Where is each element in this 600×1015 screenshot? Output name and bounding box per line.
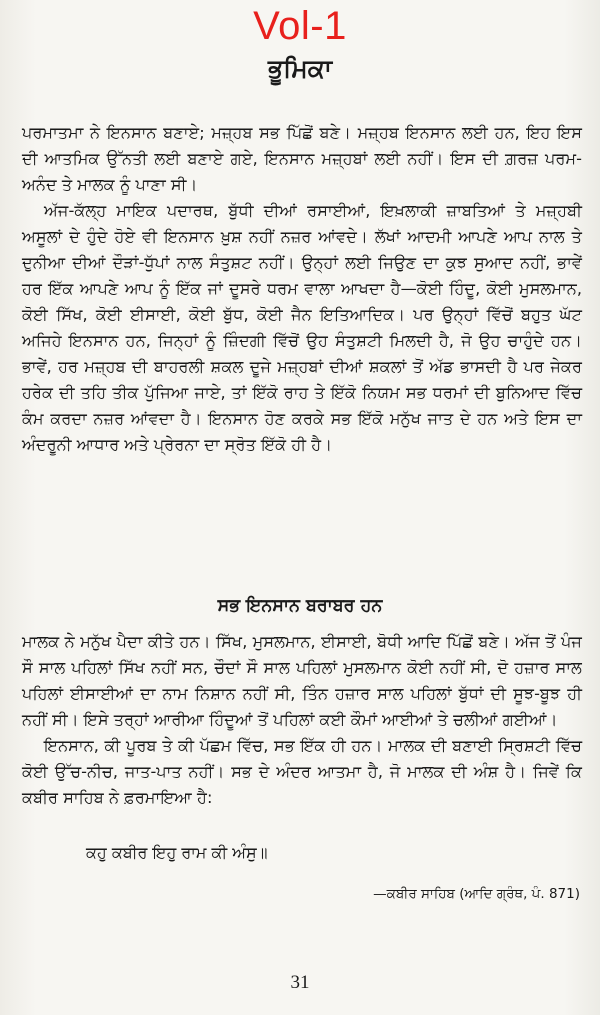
intro-paragraph-1: ਪਰਮਾਤਮਾ ਨੇ ਇਨਸਾਨ ਬਣਾਏ; ਮਜ਼੍ਹਬ ਸਭ ਪਿੱਛੋਂ ਬਣੇ। ਮਜ਼੍ਹਬ ਇਨਸਾਨ ਲਈ ਹਨ, ਇਹ ਇਸ ਦੀ ਆਤਮਿਕ ਉੱਨਤੀ ਲਈ ਬਣਾਏ ਗਏ, ਇਨਸਾਨ ਮਜ਼੍ਹਬਾਂ ਲਈ ਨਹੀਂ। ਇਸ ਦੀ ਗ਼ਰਜ਼ ਪਰਮ-ਅਨੰਦ ਤੇ ਮਾਲਕ ਨੂੰ ਪਾਣਾ ਸੀ। — [22, 123, 582, 194]
page-title: ਭੂਮਿਕਾ — [267, 54, 333, 83]
section-heading: ਸਭ ਇਨਸਾਨ ਬਰਾਬਰ ਹਨ — [217, 596, 383, 616]
scripture-quote: ਕਹੁ ਕਬੀਰ ਇਹੁ ਰਾਮ ਕੀ ਅੰਸੁ॥ — [86, 843, 268, 862]
volume-label: Vol-1 — [253, 4, 347, 48]
intro-paragraph-2: ਅੱਜ-ਕੱਲ੍ਹ ਮਾਇਕ ਪਦਾਰਥ, ਬੁੱਧੀ ਦੀਆਂ ਰਸਾਈਆਂ, ਇਖ਼ਲਾਕੀ ਜ਼ਾਬਤਿਆਂ ਤੇ ਮਜ਼੍ਹਬੀ ਅਸੂਲਾਂ ਦੇ ਹੁੰਦੇ ਹੋਏ ਵੀ ਇਨਸਾਨ ਖ਼ੁਸ਼ ਨਹੀਂ ਨਜ਼ਰ ਆਂਵਦੇ। ਲੱਖਾਂ ਆਦਮੀ ਆਪਣੇ ਆਪ ਨਾਲ ਤੇ ਦੁਨੀਆ ਦੀਆਂ ਦੌੜਾਂ-ਧੁੱਪਾਂ ਨਾਲ ਸੰਤੁਸ਼ਟ ਨਹੀਂ। ਉਨ੍ਹਾਂ ਲਈ ਜਿਉਣ ਦਾ ਕੁਝ ਸੁਆਦ ਨਹੀਂ, ਭਾਵੇਂ ਹਰ ਇੱਕ ਆਪਣੇ ਆਪ ਨੂੰ ਇੱਕ ਜਾਂ ਦੂਸਰੇ ਧਰਮ ਵਾਲਾ ਆਖਦਾ ਹੈ—ਕੋਈ ਹਿੰਦੂ, ਕੋਈ ਮੁਸਲਮਾਨ, ਕੋਈ ਸਿੱਖ, ਕੋਈ ਈਸਾਈ, ਕੋਈ ਬੁੱਧ, ਕੋਈ ਜੈਨ ਇਤਿਆਦਿਕ। ਪਰ ਉਨ੍ਹਾਂ ਵਿੱਚੋਂ ਬਹੁਤ ਘੱਟ ਅਜਿਹੇ ਇਨਸਾਨ ਹਨ, ਜਿਨ੍ਹਾਂ ਨੂੰ ਜ਼ਿੰਦਗੀ ਵਿੱਚੋਂ ਉਹ ਸੰਤੁਸ਼ਟੀ ਮਿਲਦੀ ਹੈ, ਜੋ ਉਹ ਚਾਹੁੰਦੇ ਹਨ। ਭਾਵੇਂ, ਹਰ ਮਜ਼੍ਹਬ ਦੀ ਬਾਹਰਲੀ ਸ਼ਕਲ ਦੂਜੇ ਮਜ਼੍ਹਬਾਂ ਦੀਆਂ ਸ਼ਕਲਾਂ ਤੋਂ ਅੱਡ ਭਾਸਦੀ ਹੈ ਪਰ ਜੇਕਰ ਹਰੇਕ ਦੀ ਤਹਿ ਤੀਕ ਪੁੱਜਿਆ ਜਾਏ, ਤਾਂ ਇੱਕੋ ਰਾਹ ਤੇ ਇੱਕੋ ਨਿਯਮ ਸਭ ਧਰਮਾਂ ਦੀ ਬੁਨਿਆਦ ਵਿੱਚ ਕੰਮ ਕਰਦਾ ਨਜ਼ਰ ਆਂਵਦਾ ਹੈ। ਇਨਸਾਨ ਹੋਣ ਕਰਕੇ ਸਭ ਇੱਕੋ ਮਨੁੱਖ ਜਾਤ ਦੇ ਹਨ ਅਤੇ ਇਸ ਦਾ ਅੰਦਰੂਨੀ ਆਧਾਰ ਅਤੇ ਪ੍ਰੇਰਨਾ ਦਾ ਸ੍ਰੋਤ ਇੱਕੋ ਹੀ ਹੈ। — [22, 201, 582, 454]
section-paragraph-1: ਮਾਲਕ ਨੇ ਮਨੁੱਖ ਪੈਦਾ ਕੀਤੇ ਹਨ। ਸਿੱਖ, ਮੁਸਲਮਾਨ, ਈਸਾਈ, ਬੋਧੀ ਆਦਿ ਪਿੱਛੋਂ ਬਣੇ। ਅੱਜ ਤੋਂ ਪੰਜ ਸੌ ਸਾਲ ਪਹਿਲਾਂ ਸਿੱਖ ਨਹੀਂ ਸਨ, ਚੌਦਾਂ ਸੌ ਸਾਲ ਪਹਿਲਾਂ ਮੁਸਲਮਾਨ ਕੋਈ ਨਹੀਂ ਸੀ, ਦੋ ਹਜ਼ਾਰ ਸਾਲ ਪਹਿਲਾਂ ਈਸਾਈਆਂ ਦਾ ਨਾਮ ਨਿਸ਼ਾਨ ਨਹੀਂ ਸੀ, ਤਿੰਨ ਹਜ਼ਾਰ ਸਾਲ ਪਹਿਲਾਂ ਬੁੱਧਾਂ ਦੀ ਸੂਝ-ਬੂਝ ਹੀ ਨਹੀਂ ਸੀ। ਇਸੇ ਤਰ੍ਹਾਂ ਆਰੀਆ ਹਿੰਦੂਆਂ ਤੋਂ ਪਹਿਲਾਂ ਕਈ ਕੌਮਾਂ ਆਈਆਂ ਤੇ ਚਲੀਆਂ ਗਈਆਂ। — [22, 632, 583, 729]
page-number: 31 — [290, 972, 310, 993]
intro-text — [22, 120, 582, 458]
section-paragraph-2: ਇਨਸਾਨ, ਕੀ ਪੂਰਬ ਤੇ ਕੀ ਪੱਛਮ ਵਿੱਚ, ਸਭ ਇੱਕ ਹੀ ਹਨ। ਮਾਲਕ ਦੀ ਬਣਾਈ ਸ੍ਰਿਸ਼ਟੀ ਵਿੱਚ ਕੋਈ ਉੱਚ-ਨੀਚ, ਜਾਤ-ਪਾਤ ਨਹੀਂ। ਸਭ ਦੇ ਅੰਦਰ ਆਤਮਾ ਹੈ, ਜੋ ਮਾਲਕ ਦੀ ਅੰਸ਼ ਹੈ। ਜਿਵੇਂ ਕਿ ਕਬੀਰ ਸਾਹਿਬ ਨੇ ਫ਼ਰਮਾਇਆ ਹੈ: — [22, 736, 582, 807]
section-text — [22, 629, 582, 811]
quote-citation: —ਕਬੀਰ ਸਾਹਿਬ (ਆਦਿ ਗ੍ਰੰਥ, ਪੰ. 871) — [373, 886, 580, 902]
